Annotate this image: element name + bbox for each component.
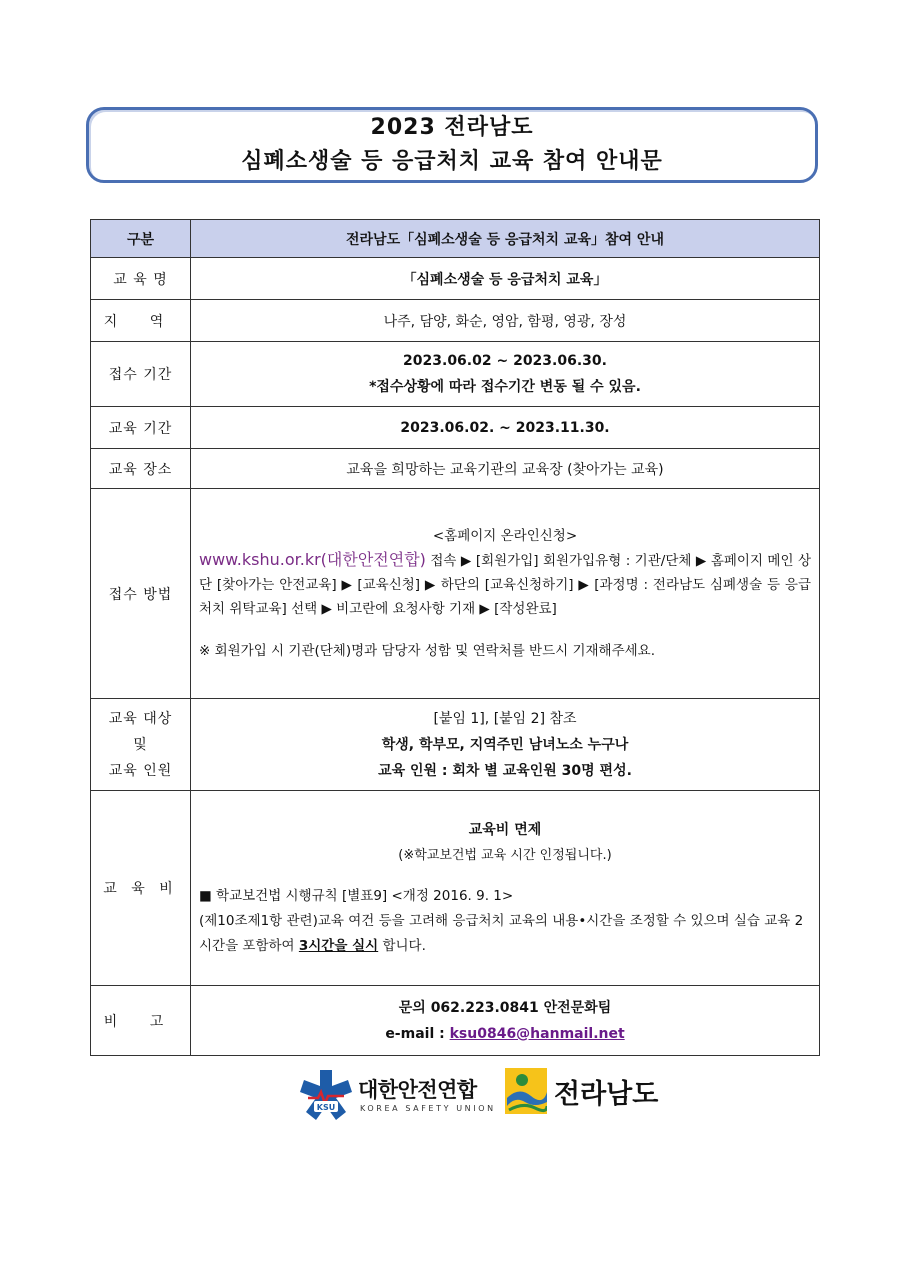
target-ref: [붙임 1], [붙임 2] 참조 — [433, 710, 577, 727]
target-size: 교육 인원 : 회차 별 교육인원 30명 편성. — [378, 762, 632, 779]
region-value: 나주, 담양, 화순, 영암, 함평, 영광, 장성 — [191, 300, 820, 342]
row-remarks — [91, 986, 820, 1056]
row-venue — [91, 449, 820, 489]
logos-area — [300, 1068, 660, 1124]
fee-rule: ■ 학교보건법 시행규칙 [별표9] <개정 2016. 9. 1> — [199, 888, 514, 904]
jeonnam-logo-icon — [505, 1068, 547, 1114]
row-course-name — [91, 258, 820, 300]
jeonnam-name: 전라남도 — [554, 1079, 659, 1110]
venue-label: 교육 장소 — [91, 449, 191, 489]
ksu-name: 대한안전연합 — [358, 1078, 477, 1102]
remarks-contact: 문의 062.223.0841 안전문화팀 — [398, 999, 612, 1016]
header-value: 전라남도「심폐소생술 등 응급처치 교육」참여 안내 — [191, 220, 820, 258]
method-steps-text: 접속 ▶ [회원가입] 회원가입유형 : 기관/단체 ▶ 홈페이지 메인 상단 [찾아가는 안전교육] ▶ [교육신청] ▶ 하단의 [교육신청하기] ▶ [과정명 : 전라남도 심폐생술 등 응급처치 위탁교육] 선택 ▶ 비고란에 요청사항 기재 ▶ [작성완료] — [199, 553, 811, 617]
education-period-value: 2023.06.02. ~ 2023.11.30. — [191, 407, 820, 449]
email-label: e-mail : — [385, 1025, 450, 1042]
remarks-email-line — [191, 1021, 819, 1047]
title-line-2: 심폐소생술 등 응급처치 교육 참여 안내문 — [241, 149, 663, 174]
row-target — [91, 699, 820, 791]
method-title: <홈페이지 온라인신청> — [432, 528, 578, 544]
target-label-2: 및 — [133, 736, 148, 753]
fee-sub: (※학교보건법 교육 시간 인정됩니다.) — [398, 848, 612, 863]
row-application-period — [91, 342, 820, 407]
fee-value — [191, 791, 820, 986]
method-steps — [199, 548, 811, 621]
method-label: 접수 방법 — [91, 489, 191, 699]
method-spacer — [199, 621, 811, 639]
fee-desc-b: 3시간을 실시 — [298, 938, 379, 954]
title-line-1: 2023 전라남도 — [370, 115, 534, 140]
ksu-badge-text: KSU — [316, 1103, 336, 1112]
target-who: 학생, 학부모, 지역주민 남녀노소 누구나 — [381, 736, 629, 753]
fee-label: 교 육 비 — [91, 791, 191, 986]
ksu-logo-icon — [300, 1068, 352, 1124]
remarks-label: 비 고 — [91, 986, 191, 1056]
fee-title: 교육비 면제 — [468, 822, 542, 838]
header-label: 구분 — [91, 220, 191, 258]
course-name-value: 「심폐소생술 등 응급처치 교육」 — [191, 258, 820, 300]
education-period-label: 교육 기간 — [91, 407, 191, 449]
target-label-1: 교육 대상 — [108, 710, 173, 727]
target-value — [191, 699, 820, 791]
row-region — [91, 300, 820, 342]
row-fee — [91, 791, 820, 986]
region-label: 지 역 — [91, 300, 191, 342]
method-value — [191, 489, 820, 699]
row-method — [91, 489, 820, 699]
title-box — [86, 107, 818, 183]
site-link[interactable]: www.kshu.or.kr(대한안전연합) — [199, 550, 426, 569]
info-table — [90, 219, 820, 1056]
fee-desc — [199, 909, 811, 959]
application-period-label: 접수 기간 — [91, 342, 191, 407]
remarks-value — [191, 986, 820, 1056]
fee-spacer — [199, 869, 811, 883]
email-link[interactable]: ksu0846@hanmail.net — [449, 1025, 625, 1042]
header-row — [91, 220, 820, 258]
course-name-label: 교 육 명 — [91, 258, 191, 300]
fee-desc-a: (제10조제1항 관련)교육 여건 등을 고려해 응급처치 교육의 내용•시간을 조정할 수 있으며 실습 교육 2시간을 포함하여 — [199, 913, 804, 954]
method-note: ※ 회원가입 시 기관(단체)명과 담당자 성함 및 연락처를 반드시 기재해주세요. — [199, 643, 655, 659]
application-note: *접수상황에 따라 접수기간 변동 될 수 있음. — [369, 379, 641, 395]
row-education-period — [91, 407, 820, 449]
venue-value: 교육을 희망하는 교육기관의 교육장 (찾아가는 교육) — [191, 449, 820, 489]
target-label — [91, 699, 191, 791]
ksu-sub: KOREA SAFETY UNION — [360, 1104, 496, 1113]
application-dates: 2023.06.02 ~ 2023.06.30. — [403, 353, 607, 369]
target-label-3: 교육 인원 — [108, 762, 173, 779]
application-period-value — [191, 342, 820, 407]
fee-desc-c: 합니다. — [378, 938, 426, 954]
